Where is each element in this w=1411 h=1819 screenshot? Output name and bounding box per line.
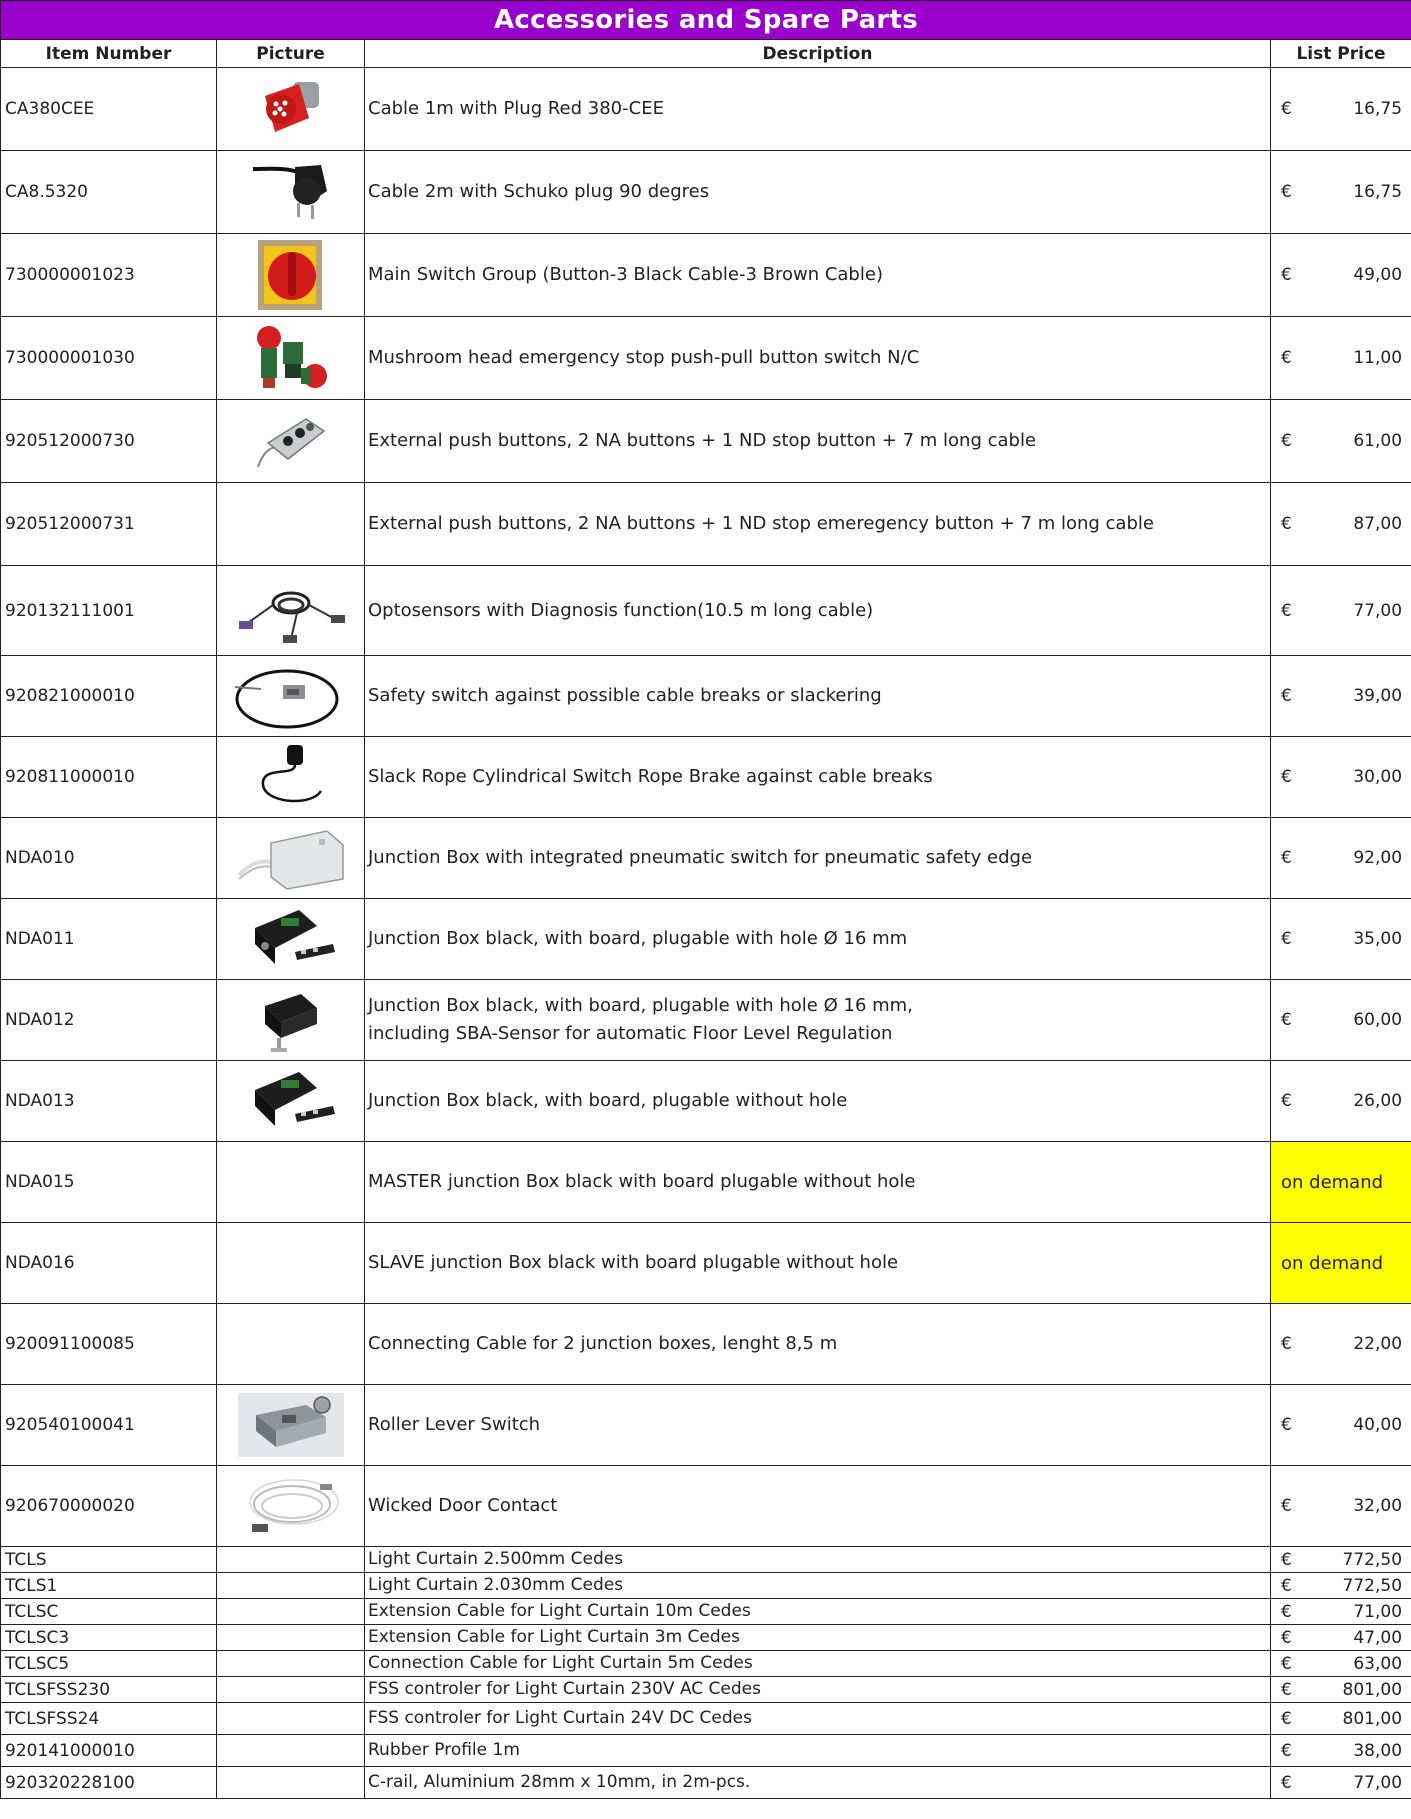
on-demand-badge: on demand [1271,1142,1411,1223]
description: Cable 2m with Schuko plug 90 degres [365,151,1271,234]
description: FSS controler for Light Curtain 230V AC Cedes [365,1677,1271,1703]
list-price: 87,00 [1353,514,1403,534]
currency-symbol: € [1281,767,1292,787]
list-price: 47,00 [1353,1627,1403,1648]
list-price: 61,00 [1353,431,1403,451]
door-contact-icon [236,1472,346,1540]
item-number: NDA015 [1,1142,217,1223]
item-number: TCLSFSS24 [1,1703,217,1735]
currency-symbol: € [1281,1772,1292,1793]
table-row [1,1599,1411,1625]
currency-symbol: € [1281,1010,1292,1030]
table-row [1,1142,1411,1223]
item-number: 730000001023 [1,234,217,317]
description: Junction Box black, with board, plugable without hole [365,1061,1271,1142]
table-row [1,234,1411,317]
item-number: TCLSC5 [1,1651,217,1677]
description: Junction Box black, with board, plugable with hole Ø 16 mm, [368,995,913,1017]
item-number: NDA012 [1,980,217,1061]
table-row [1,1625,1411,1651]
push-button-box-icon [254,409,328,473]
currency-symbol: € [1281,265,1292,285]
list-price: 39,00 [1353,686,1403,706]
description-line-2: including SBA-Sensor for automatic Floor Level Regulation [368,1023,893,1044]
black-junction-box-icon [241,1066,341,1136]
list-price: 92,00 [1353,848,1403,868]
description: FSS controler for Light Curtain 24V DC Cedes [365,1703,1271,1735]
currency-symbol: € [1281,1415,1292,1435]
description: Optosensors with Diagnosis function(10.5 m long cable) [365,566,1271,656]
header-list-price: List Price [1271,40,1411,68]
item-number: 920811000010 [1,737,217,818]
item-number: 920670000020 [1,1466,217,1547]
description: Extension Cable for Light Curtain 10m Cedes [365,1599,1271,1625]
item-number: CA380CEE [1,68,217,151]
table-row [1,980,1411,1061]
list-price: 26,00 [1353,1091,1403,1111]
currency-symbol: € [1281,848,1292,868]
item-number: TCLSC [1,1599,217,1625]
list-price: 30,00 [1353,767,1403,787]
table-row [1,1061,1411,1142]
table-row [1,656,1411,737]
table-row [1,1466,1411,1547]
currency-symbol: € [1281,1496,1292,1516]
list-price: 801,00 [1342,1708,1403,1729]
table-row [1,1651,1411,1677]
table-row [1,566,1411,656]
currency-symbol: € [1281,514,1292,534]
list-price: 772,50 [1342,1549,1403,1570]
table-row [1,899,1411,980]
slack-rope-switch-icon [241,741,341,813]
table-row [1,737,1411,818]
item-number: 920141000010 [1,1735,217,1767]
sba-junction-box-icon [251,984,331,1056]
item-number: 920540100041 [1,1385,217,1466]
list-price: 16,75 [1353,182,1403,202]
header-picture: Picture [217,40,365,68]
currency-symbol: € [1281,929,1292,949]
pneumatic-junction-box-icon [231,823,351,893]
description: Slack Rope Cylindrical Switch Rope Brake against cable breaks [365,737,1271,818]
schuko-plug-icon [249,157,333,227]
description: Junction Box with integrated pneumatic switch for pneumatic safety edge [365,818,1271,899]
currency-symbol: € [1281,1091,1292,1111]
currency-symbol: € [1281,182,1292,202]
table-row [1,1385,1411,1466]
list-price: 772,50 [1342,1575,1403,1596]
description: Connection Cable for Light Curtain 5m Cedes [365,1651,1271,1677]
list-price: 35,00 [1353,929,1403,949]
list-price: 11,00 [1353,348,1403,368]
list-price: 801,00 [1342,1679,1403,1700]
list-price: 71,00 [1353,1601,1403,1622]
description: Connecting Cable for 2 junction boxes, lenght 8,5 m [365,1304,1271,1385]
currency-symbol: € [1281,1601,1292,1622]
description: SLAVE junction Box black with board plugable without hole [365,1223,1271,1304]
description: Cable 1m with Plug Red 380-CEE [365,68,1271,151]
item-number: 920821000010 [1,656,217,737]
currency-symbol: € [1281,1575,1292,1596]
item-number: TCLS [1,1547,217,1573]
description: External push buttons, 2 NA buttons + 1 ND stop button + 7 m long cable [365,400,1271,483]
table-row [1,483,1411,566]
description: MASTER junction Box black with board plugable without hole [365,1142,1271,1223]
currency-symbol: € [1281,99,1292,119]
currency-symbol: € [1281,1708,1292,1729]
list-price: 16,75 [1353,99,1403,119]
on-demand-badge: on demand [1271,1223,1411,1304]
list-price: 49,00 [1353,265,1403,285]
list-price: 60,00 [1353,1010,1403,1030]
table-row [1,400,1411,483]
description: External push buttons, 2 NA buttons + 1 ND stop emeregency button + 7 m long cable [365,483,1271,566]
list-price: 40,00 [1353,1415,1403,1435]
currency-symbol: € [1281,1627,1292,1648]
table-row [1,317,1411,400]
item-number: NDA011 [1,899,217,980]
currency-symbol: € [1281,1653,1292,1674]
table-row [1,151,1411,234]
item-number: CA8.5320 [1,151,217,234]
red-cee-plug-icon [251,74,331,144]
main-switch-icon [256,238,326,312]
description: Mushroom head emergency stop push-pull button switch N/C [365,317,1271,400]
item-number: TCLSC3 [1,1625,217,1651]
safety-switch-icon [231,659,351,733]
description: Main Switch Group (Button-3 Black Cable-3 Brown Cable) [365,234,1271,317]
header-description: Description [365,40,1271,68]
currency-symbol: € [1281,431,1292,451]
table-row [1,1573,1411,1599]
roller-lever-switch-icon [236,1391,346,1459]
item-number: 920512000731 [1,483,217,566]
emergency-stop-icon [249,322,333,394]
optosensor-icon [231,575,351,647]
item-number: TCLS1 [1,1573,217,1599]
currency-symbol: € [1281,1549,1292,1570]
item-number: NDA010 [1,818,217,899]
currency-symbol: € [1281,1334,1292,1354]
description: Light Curtain 2.500mm Cedes [365,1547,1271,1573]
description: Wicked Door Contact [365,1466,1271,1547]
page-title: Accessories and Spare Parts [1,1,1411,40]
currency-symbol: € [1281,348,1292,368]
description: Roller Lever Switch [365,1385,1271,1466]
list-price: 32,00 [1353,1496,1403,1516]
item-number: 730000001030 [1,317,217,400]
item-number: 920132111001 [1,566,217,656]
item-number: NDA016 [1,1223,217,1304]
item-number: 920512000730 [1,400,217,483]
table-row [1,1547,1411,1573]
currency-symbol: € [1281,1679,1292,1700]
header-item-number: Item Number [1,40,217,68]
table-row [1,1735,1411,1767]
description: Junction Box black, with board, plugable with hole Ø 16 mm [365,899,1271,980]
list-price: 38,00 [1353,1740,1403,1761]
description: Safety switch against possible cable breaks or slackering [365,656,1271,737]
item-number: 920091100085 [1,1304,217,1385]
item-number: NDA013 [1,1061,217,1142]
currency-symbol: € [1281,686,1292,706]
list-price: 22,00 [1353,1334,1403,1354]
item-number: 920320228100 [1,1767,217,1799]
description: C-rail, Aluminium 28mm x 10mm, in 2m-pcs. [365,1767,1271,1799]
table-row [1,1304,1411,1385]
item-number: TCLSFSS230 [1,1677,217,1703]
table-row [1,68,1411,151]
list-price: 63,00 [1353,1653,1403,1674]
table-row [1,1677,1411,1703]
currency-symbol: € [1281,1740,1292,1761]
table-row [1,818,1411,899]
table-row [1,1767,1411,1799]
currency-symbol: € [1281,600,1292,621]
black-junction-box-icon [241,904,341,974]
description: Light Curtain 2.030mm Cedes [365,1573,1271,1599]
table-row [1,1703,1411,1735]
description: Rubber Profile 1m [365,1735,1271,1767]
list-price: 77,00 [1353,1772,1403,1793]
list-price: 77,00 [1353,600,1403,621]
table-row [1,1223,1411,1304]
description: Extension Cable for Light Curtain 3m Cedes [365,1625,1271,1651]
